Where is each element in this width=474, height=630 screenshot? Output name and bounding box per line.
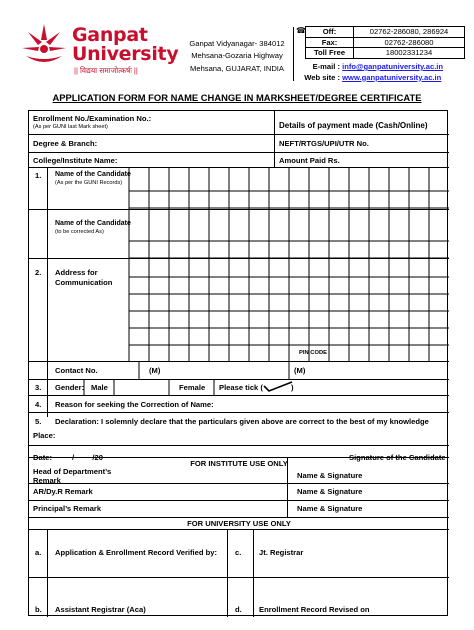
contact-row [306,37,465,48]
contact-value: 02762-286080 [354,37,465,48]
university-logo [20,22,180,84]
enrollment-revised-label: Enrollment Record Revised on [259,605,370,614]
principal-remark-label: Principal’s Remark [33,504,102,513]
tick-instruction-close: ) [291,383,294,392]
contact-row [306,48,465,59]
candidate-signature-label: Signature of the Candidate [349,453,446,462]
row-number: 5. [35,417,42,426]
contact-value: 18002331234 [354,48,465,59]
address-block [180,38,294,75]
enrollment-note: (As per GUNI last Mark sheet) [33,124,108,130]
gender-label: Gender: [55,383,85,392]
neft-label: NEFT/RTGS/UPI/UTR No. [279,139,369,148]
date-separator: /20 [92,453,103,462]
website-link[interactable]: www.ganpatuniversity.ac.in [342,72,442,82]
checkmark-icon [262,379,294,393]
application-form [28,110,448,616]
name-corrected-note: (to be corrected As) [55,229,104,235]
ar-remark-label: AR/Dy.R Remark [33,487,93,496]
row-number: 1. [35,171,42,180]
contact-label: Off: [306,27,354,38]
address-line: Mehsana, GUJARAT, INDIA [190,63,284,73]
amount-label: Amount Paid Rs. [279,156,340,165]
jt-registrar-label: Jt. Registrar [259,548,304,557]
contact-value: 02762-286080, 286924 [354,27,465,38]
female-option[interactable]: Female [179,383,206,392]
contact-no-label: Contact No. [55,366,98,375]
contact-table [305,26,465,59]
item-label-d: d. [235,605,242,614]
item-label-c: c. [235,548,242,557]
email-label: E-mail : [312,62,340,71]
contact-label: Toll Free [306,48,354,59]
male-option[interactable]: Male [91,383,108,392]
institute-use-heading: FOR INSTITUTE USE ONLY [190,459,288,468]
item-label-a: a. [35,548,42,557]
contact-label: Fax: [306,37,354,48]
page-title: APPLICATION FORM FOR NAME CHANGE IN MARKSHEET/DEGREE CERTIFICATE [52,92,422,103]
character-grid [29,111,449,617]
college-label: College/Institute Name: [33,156,118,165]
logo-name-line1: Ganpat [72,24,148,46]
date-label: Date: [33,453,52,462]
name-candidate-label: Name of the Candidate [55,171,131,178]
row-number: 3. [35,383,42,392]
pincode-label: PIN CODE [299,350,328,356]
name-corrected-label: Name of the Candidate [55,220,131,227]
date-separator: / [72,453,75,462]
address-label: Communication [55,278,113,287]
row-number: 4. [35,400,42,409]
logo-tagline: || विद्यया समाजोत्कर्षः || [74,66,138,75]
degree-label: Degree & Branch: [33,139,98,148]
address-line: Ganpat Vidyanagar- 384012 [189,39,285,48]
name-signature-label: Name & Signature [297,471,363,480]
logo-emblem-icon [20,22,68,68]
hod-remark-line: Head of Department’s [33,467,112,476]
email-link[interactable]: info@ganpatuniversity.ac.in [342,62,444,71]
row-number: 2. [35,268,42,277]
declaration-text: Declaration: I solemnly declare that the particulars given above are correct to the best of my knowledge [55,417,429,426]
address-line: Mehsana-Gozaria Highway [191,51,283,61]
university-use-heading: FOR UNIVERSITY USE ONLY [187,519,291,528]
name-candidate-note: (As per the GUNI Records) [55,180,123,186]
mobile-label: (M) [294,366,306,375]
logo-name-line2: University [72,43,179,65]
enrollment-label: Enrollment No./Examination No.: [33,114,152,123]
mobile-label: (M) [149,366,161,375]
place-label: Place: [33,431,56,440]
tick-instruction: Please tick ( [219,383,263,392]
assistant-registrar-label: Assistant Registrar (Aca) [55,605,146,614]
web-contacts [296,62,443,83]
item-label-b: b. [35,605,42,614]
address-label: Address for [55,268,98,277]
name-signature-label: Name & Signature [297,504,363,513]
payment-label: Details of payment made (Cash/Online) [279,121,428,130]
contact-row [306,27,465,38]
name-signature-label: Name & Signature [297,487,363,496]
verified-by-label: Application & Enrollment Record Verified by: [55,548,218,557]
reason-label: Reason for seeking the Correction of Name: [55,400,214,409]
logo-name [72,26,178,64]
website-label: Web site : [304,72,340,82]
hod-remark-label [33,467,111,485]
telephone-icon: ☎ [296,26,306,35]
hod-remark-line: Remark [33,476,61,485]
